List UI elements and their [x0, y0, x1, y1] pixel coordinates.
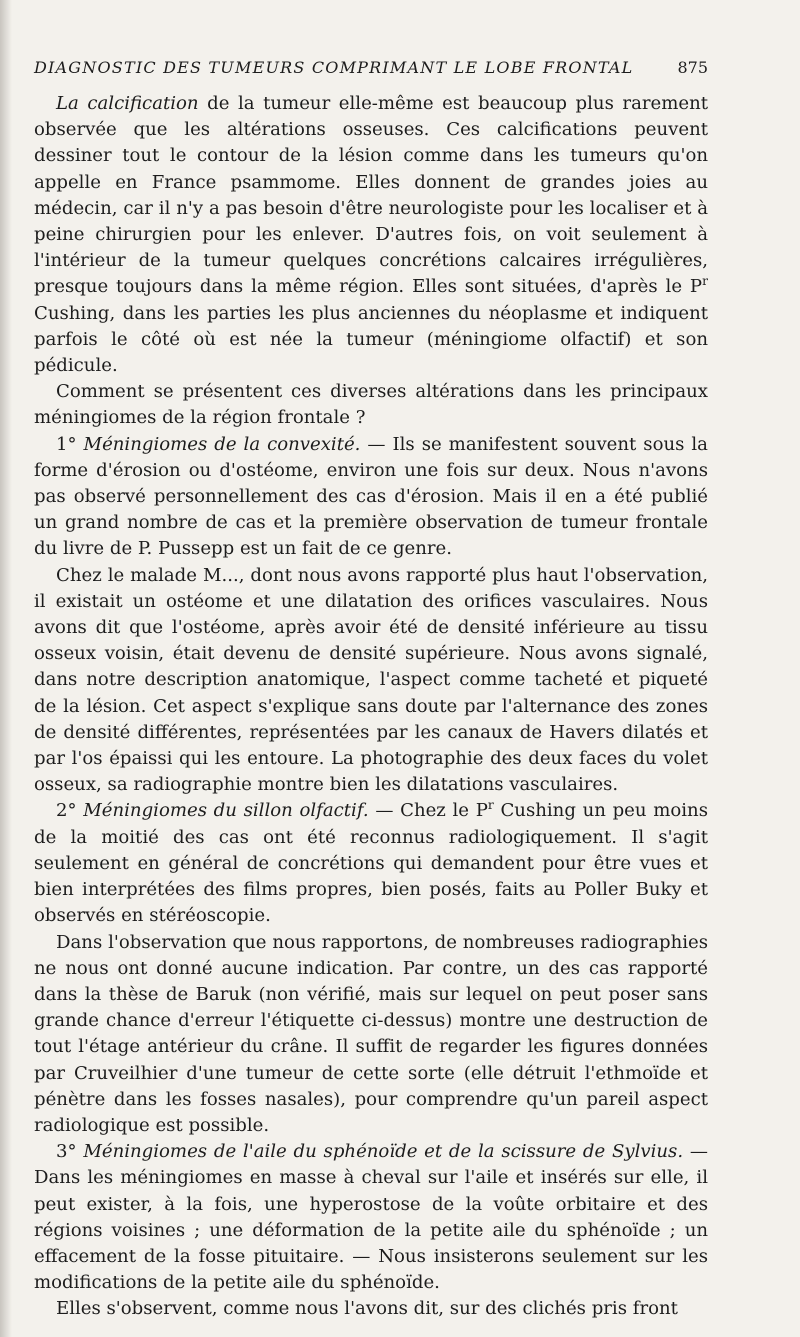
paragraph-lead-italic: La calcification — [56, 93, 199, 114]
paragraph-question — [34, 379, 708, 431]
section-number: 3° — [56, 1141, 77, 1163]
page-number: 875 — [677, 58, 708, 77]
paragraph-text: Chez le malade M..., dont nous avons rapporté plus haut l'observation, il existait un ostéome et une dilatation des orifices vasculaires. Nous avons dit que l'ostéome, après avoir été de densité inférieure au tissu osseux voisin, était devenu de densité supérieure. Nous avons signalé, dans notre description anatomique, l'aspect comme tacheté et piqueté de la lésion. Cet aspect s'explique sans doute par l'alternance des zones de densité différentes, représentées par les canaux de Havers dilatés et par l'os épaissi qui les entoure. La photographie des deux faces du volet osseux, sa radiographie montre bien les dilatations vasculaires. — [34, 564, 708, 796]
paragraph-text: Comment se présentent ces diverses altérations dans les principaux méningiomes de la région frontale ? — [34, 381, 708, 429]
section-heading: Méningiomes du sillon olfactif. — [83, 800, 369, 822]
paragraph-text: — Chez le P — [368, 800, 488, 822]
paragraph-text-cont: Cushing, dans les parties les plus anciennes du néoplasme et indiquent parfois le côté où est née la tumeur (méningiome olfactif) et son pédicule. — [34, 302, 708, 377]
paragraph-text: Elles s'observent, comme nous l'avons dit, sur des clichés pris front — [56, 1298, 678, 1320]
paragraph-text: de la tumeur elle-même est beaucoup plus rarement observée que les altérations osseuses. Ces calcifications peuvent dessiner tout le contour de la lésion comme dans les tumeurs qu'on appelle en France psammome. Elles donnent de grandes joies au médecin, car il n'y a pas besoin d'être neurologiste pour les localiser et à peine chirurgien pour les enlever. D'autres fois, on voit seulement à l'intérieur de la tumeur quelques concrétions calcaires irrégulières, presque toujours dans la même région. Elles sont situées, d'après le P — [34, 93, 709, 298]
running-header — [34, 58, 708, 77]
paragraph-text: Dans l'observation que nous rapportons, de nombreuses radiographies ne nous ont donné aucune indication. Par contre, un des cas rapporté dans la thèse de Baruk (non vérifié, mais sur lequel on peut poser sans grande chance d'erreur l'étiquette ci-dessus) montre une destruction de tout l'étage antérieur du crâne. Il suffit de regarder les figures données par Cruveilhier d'une tumeur de cette sorte (elle détruit l'ethmoïde et pénètre dans les fosses nasales), pour comprendre qu'un pareil aspect radiologique est possible. — [34, 931, 708, 1136]
section-number: 1° — [56, 433, 77, 455]
paragraph-text: — Dans les méningiomes en masse à cheval sur l'aile et insérés sur elle, il peut exister, à la fois, une hyperostose de la voûte orbitaire et des régions voisines ; une déformation de la petite aile du sphénoïde ; un effacement de la fosse pituitaire. — Nous insisterons seulement sur les modifications de la petite aile du sphénoïde. — [34, 1141, 708, 1294]
paragraph-observation — [34, 930, 708, 1140]
paragraph-case-m — [34, 563, 708, 799]
paragraph-olfactory — [34, 798, 708, 929]
page-edge-shadow — [0, 0, 12, 1337]
section-number: 2° — [56, 800, 77, 822]
superscript: r — [487, 798, 494, 813]
paragraph-sphenoid — [34, 1139, 708, 1296]
section-heading: Méningiomes de la convexité. — [83, 433, 361, 455]
paragraph-text-cont: Cushing un peu moins de la moitié des cas ont été reconnus radiologiquement. Il s'agit seulement en général de concrétions qui demandent pour être vues et bien interprétées des films propres, bien posés, faits au Poller Buky et observés en stéréoscopie. — [34, 800, 708, 927]
paragraph-convexity — [34, 432, 708, 563]
body-text — [34, 91, 708, 1323]
superscript: r — [702, 274, 708, 289]
running-title: DIAGNOSTIC DES TUMEURS COMPRIMANT LE LOBE FRONTAL — [34, 58, 634, 77]
paragraph-final — [34, 1296, 708, 1322]
paragraph-text: — Ils se manifestent souvent sous la forme d'érosion ou d'ostéome, environ une fois sur deux. Nous n'avons pas observé personnellement des cas d'érosion. Mais il en a été publié un grand nombre de cas et la première observation de tumeur frontale du livre de P. Pussepp est un fait de ce genre. — [34, 433, 708, 560]
paragraph-calcification — [34, 91, 708, 379]
section-heading: Méningiomes de l'aile du sphénoïde et de la scissure de Sylvius. — [83, 1141, 684, 1163]
